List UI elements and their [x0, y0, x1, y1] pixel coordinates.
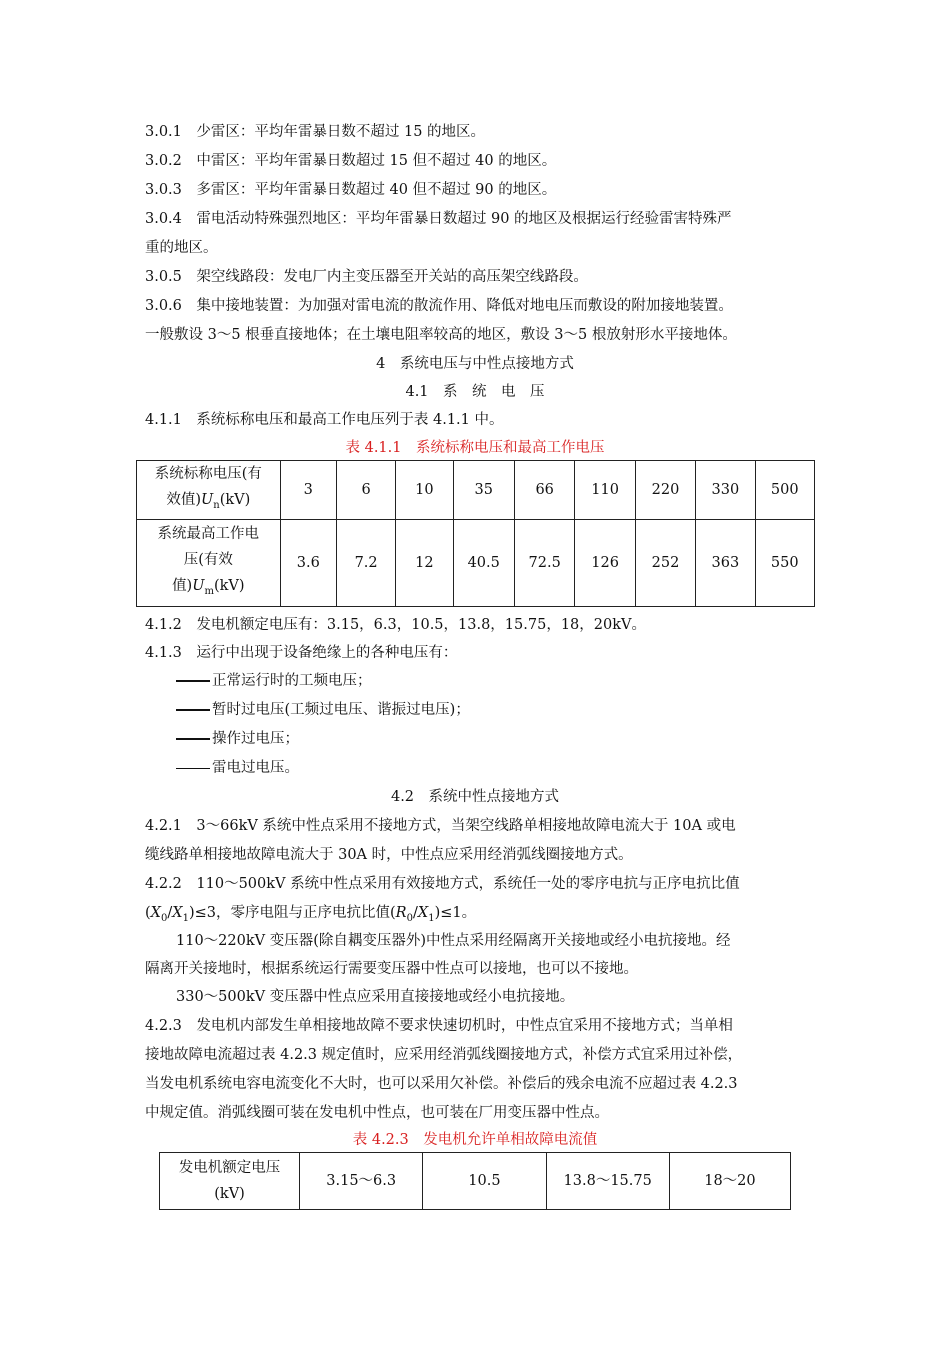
section-4-heading: 4 系统电压与中性点接地方式 — [376, 356, 574, 372]
clause-3-0-4-line2: 重的地区。 — [145, 240, 218, 256]
table-cell: 500 — [755, 461, 814, 520]
table-cell: 12 — [396, 519, 453, 606]
table-cell: 10.5 — [423, 1153, 546, 1210]
table-row — [137, 519, 815, 606]
clause-4-1-2: 4.1.2 发电机额定电压有：3.15，6.3，10.5，13.8，15.75，18，20kV。 — [145, 617, 646, 633]
table-cell: 72.5 — [514, 519, 574, 606]
row-label-line: 系统最高工作电 — [157, 525, 260, 542]
row-label-line: 系统标称电压(有 — [154, 466, 262, 482]
clause-4-2-3-line3: 当发电机系统电容电流变化不大时，也可以采用欠补偿。补偿后的残余电流不应超过表 4.2.3 — [145, 1076, 738, 1092]
row-label-line: (kV) — [214, 1186, 245, 1202]
table-4-2-3-caption: 表 4.2.3 发电机允许单相故障电流值 — [352, 1132, 598, 1148]
clause-4-2-3-line1: 4.2.3 发电机内部发生单相接地故障不要求快速切机时，中性点宜采用不接地方式；当单相 — [145, 1018, 733, 1034]
clause-3-0-1: 3.0.1 少雷区：平均年雷暴日数不超过 15 的地区。 — [145, 124, 486, 140]
clause-4-1-3: 4.1.3 运行中出现于设备绝缘上的各种电压有： — [145, 645, 458, 661]
clause-3-0-2: 3.0.2 中雷区：平均年雷暴日数超过 15 但不超过 40 的地区。 — [145, 153, 557, 169]
clause-3-0-6-line2: 一般敷设 3～5 根垂直接地体；在土壤电阻率较高的地区，敷设 3～5 根放射形水平接地体。 — [145, 327, 737, 343]
clause-3-0-5: 3.0.5 架空线路段：发电厂内主变压器至开关站的高压架空线路段。 — [145, 269, 588, 285]
row-label-generator-voltage — [160, 1153, 300, 1210]
table-cell: 3 — [280, 461, 336, 520]
row-label-nominal — [137, 461, 281, 520]
table-cell: 550 — [755, 519, 814, 606]
clause-4-2-2-para2-line1: 110～220kV 变压器(除自耦变压器外)中性点采用经隔离开关接地或经小电抗接地。经 — [176, 933, 731, 949]
table-cell: 6 — [336, 461, 395, 520]
table-cell: 3.15～6.3 — [300, 1153, 423, 1210]
dash-icon — [176, 709, 210, 711]
table-cell: 3.6 — [280, 519, 336, 606]
table-cell: 40.5 — [453, 519, 514, 606]
row-label-line: 效值)$U_n(kV)$ — [166, 492, 251, 511]
table-4-1-1-caption: 表 4.1.1 系统标称电压和最高工作电压 — [345, 440, 605, 456]
table-cell: 18～20 — [669, 1153, 790, 1210]
table-cell: 10 — [396, 461, 453, 520]
section-4-1-heading: 4.1 系 统 电 压 — [405, 384, 545, 400]
row-label-line: 压(有效 — [183, 551, 233, 568]
table-cell: 252 — [635, 519, 695, 606]
dash-icon — [176, 738, 210, 740]
section-4-2-heading: 4.2 系统中性点接地方式 — [390, 789, 560, 805]
dash-icon — [176, 768, 210, 769]
table-cell: 330 — [696, 461, 755, 520]
table-cell: 363 — [696, 519, 755, 606]
table-cell: 66 — [514, 461, 574, 520]
row-label-maximum — [137, 519, 281, 606]
list-item: 操作过电压； — [176, 729, 299, 749]
table-cell: 126 — [575, 519, 635, 606]
table-4-2-3 — [159, 1152, 791, 1210]
list-item: 暂时过电压(工频过电压、谐振过电压)； — [176, 700, 470, 720]
table-cell: 110 — [575, 461, 635, 520]
clause-4-2-2-line1: 4.2.2 110～500kV 系统中性点采用有效接地方式，系统任一处的零序电抗与正序电抗比值 — [145, 876, 740, 892]
table-cell: 220 — [635, 461, 695, 520]
clause-4-2-3-line4: 中规定值。消弧线圈可装在发电机中性点，也可装在厂用变压器中性点。 — [145, 1105, 609, 1121]
list-item: 雷电过电压。 — [176, 758, 299, 778]
table-cell: 35 — [453, 461, 514, 520]
table-row — [160, 1153, 791, 1210]
clause-4-2-2-para2-line2: 隔离开关接地时，根据系统运行需要变压器中性点可以接地，也可以不接地。 — [145, 961, 638, 977]
table-4-1-1 — [136, 460, 815, 607]
clause-4-1-1: 4.1.1 系统标称电压和最高工作电压列于表 4.1.1 中。 — [145, 412, 504, 428]
dash-icon — [176, 680, 210, 682]
row-label-line: 发电机额定电压 — [178, 1160, 281, 1176]
clause-3-0-3: 3.0.3 多雷区：平均年雷暴日数超过 40 但不超过 90 的地区。 — [145, 182, 557, 198]
table-cell: 7.2 — [336, 519, 395, 606]
table-cell: 13.8～15.75 — [546, 1153, 669, 1210]
clause-4-2-2-para3: 330～500kV 变压器中性点应采用直接接地或经小电抗接地。 — [176, 989, 575, 1005]
table-row — [137, 461, 815, 520]
clause-3-0-6-line1: 3.0.6 集中接地装置：为加强对雷电流的散流作用、降低对地电压而敷设的附加接地装置。 — [145, 298, 733, 314]
clause-3-0-4-line1: 3.0.4 雷电活动特殊强烈地区：平均年雷暴日数超过 90 的地区及根据运行经验雷害特殊严 — [145, 211, 732, 227]
clause-4-2-1-line2: 缆线路单相接地故障电流大于 30A 时，中性点应采用经消弧线圈接地方式。 — [145, 847, 633, 863]
clause-4-2-1-line1: 4.2.1 3～66kV 系统中性点采用不接地方式，当架空线路单相接地故障电流大于 10A 或电 — [145, 818, 736, 834]
row-label-line: 值)$U_m(kV)$ — [172, 577, 245, 597]
list-item: 正常运行时的工频电压； — [176, 671, 372, 691]
clause-4-2-2-line2: $(X_0/X_1)\le 3$，零序电阻与正序电抗比值$(R_0/X_1)\le 1$。 — [145, 905, 477, 924]
clause-4-2-3-line2: 接地故障电流超过表 4.2.3 规定值时，应采用经消弧线圈接地方式，补偿方式宜采用过补偿， — [145, 1047, 743, 1063]
